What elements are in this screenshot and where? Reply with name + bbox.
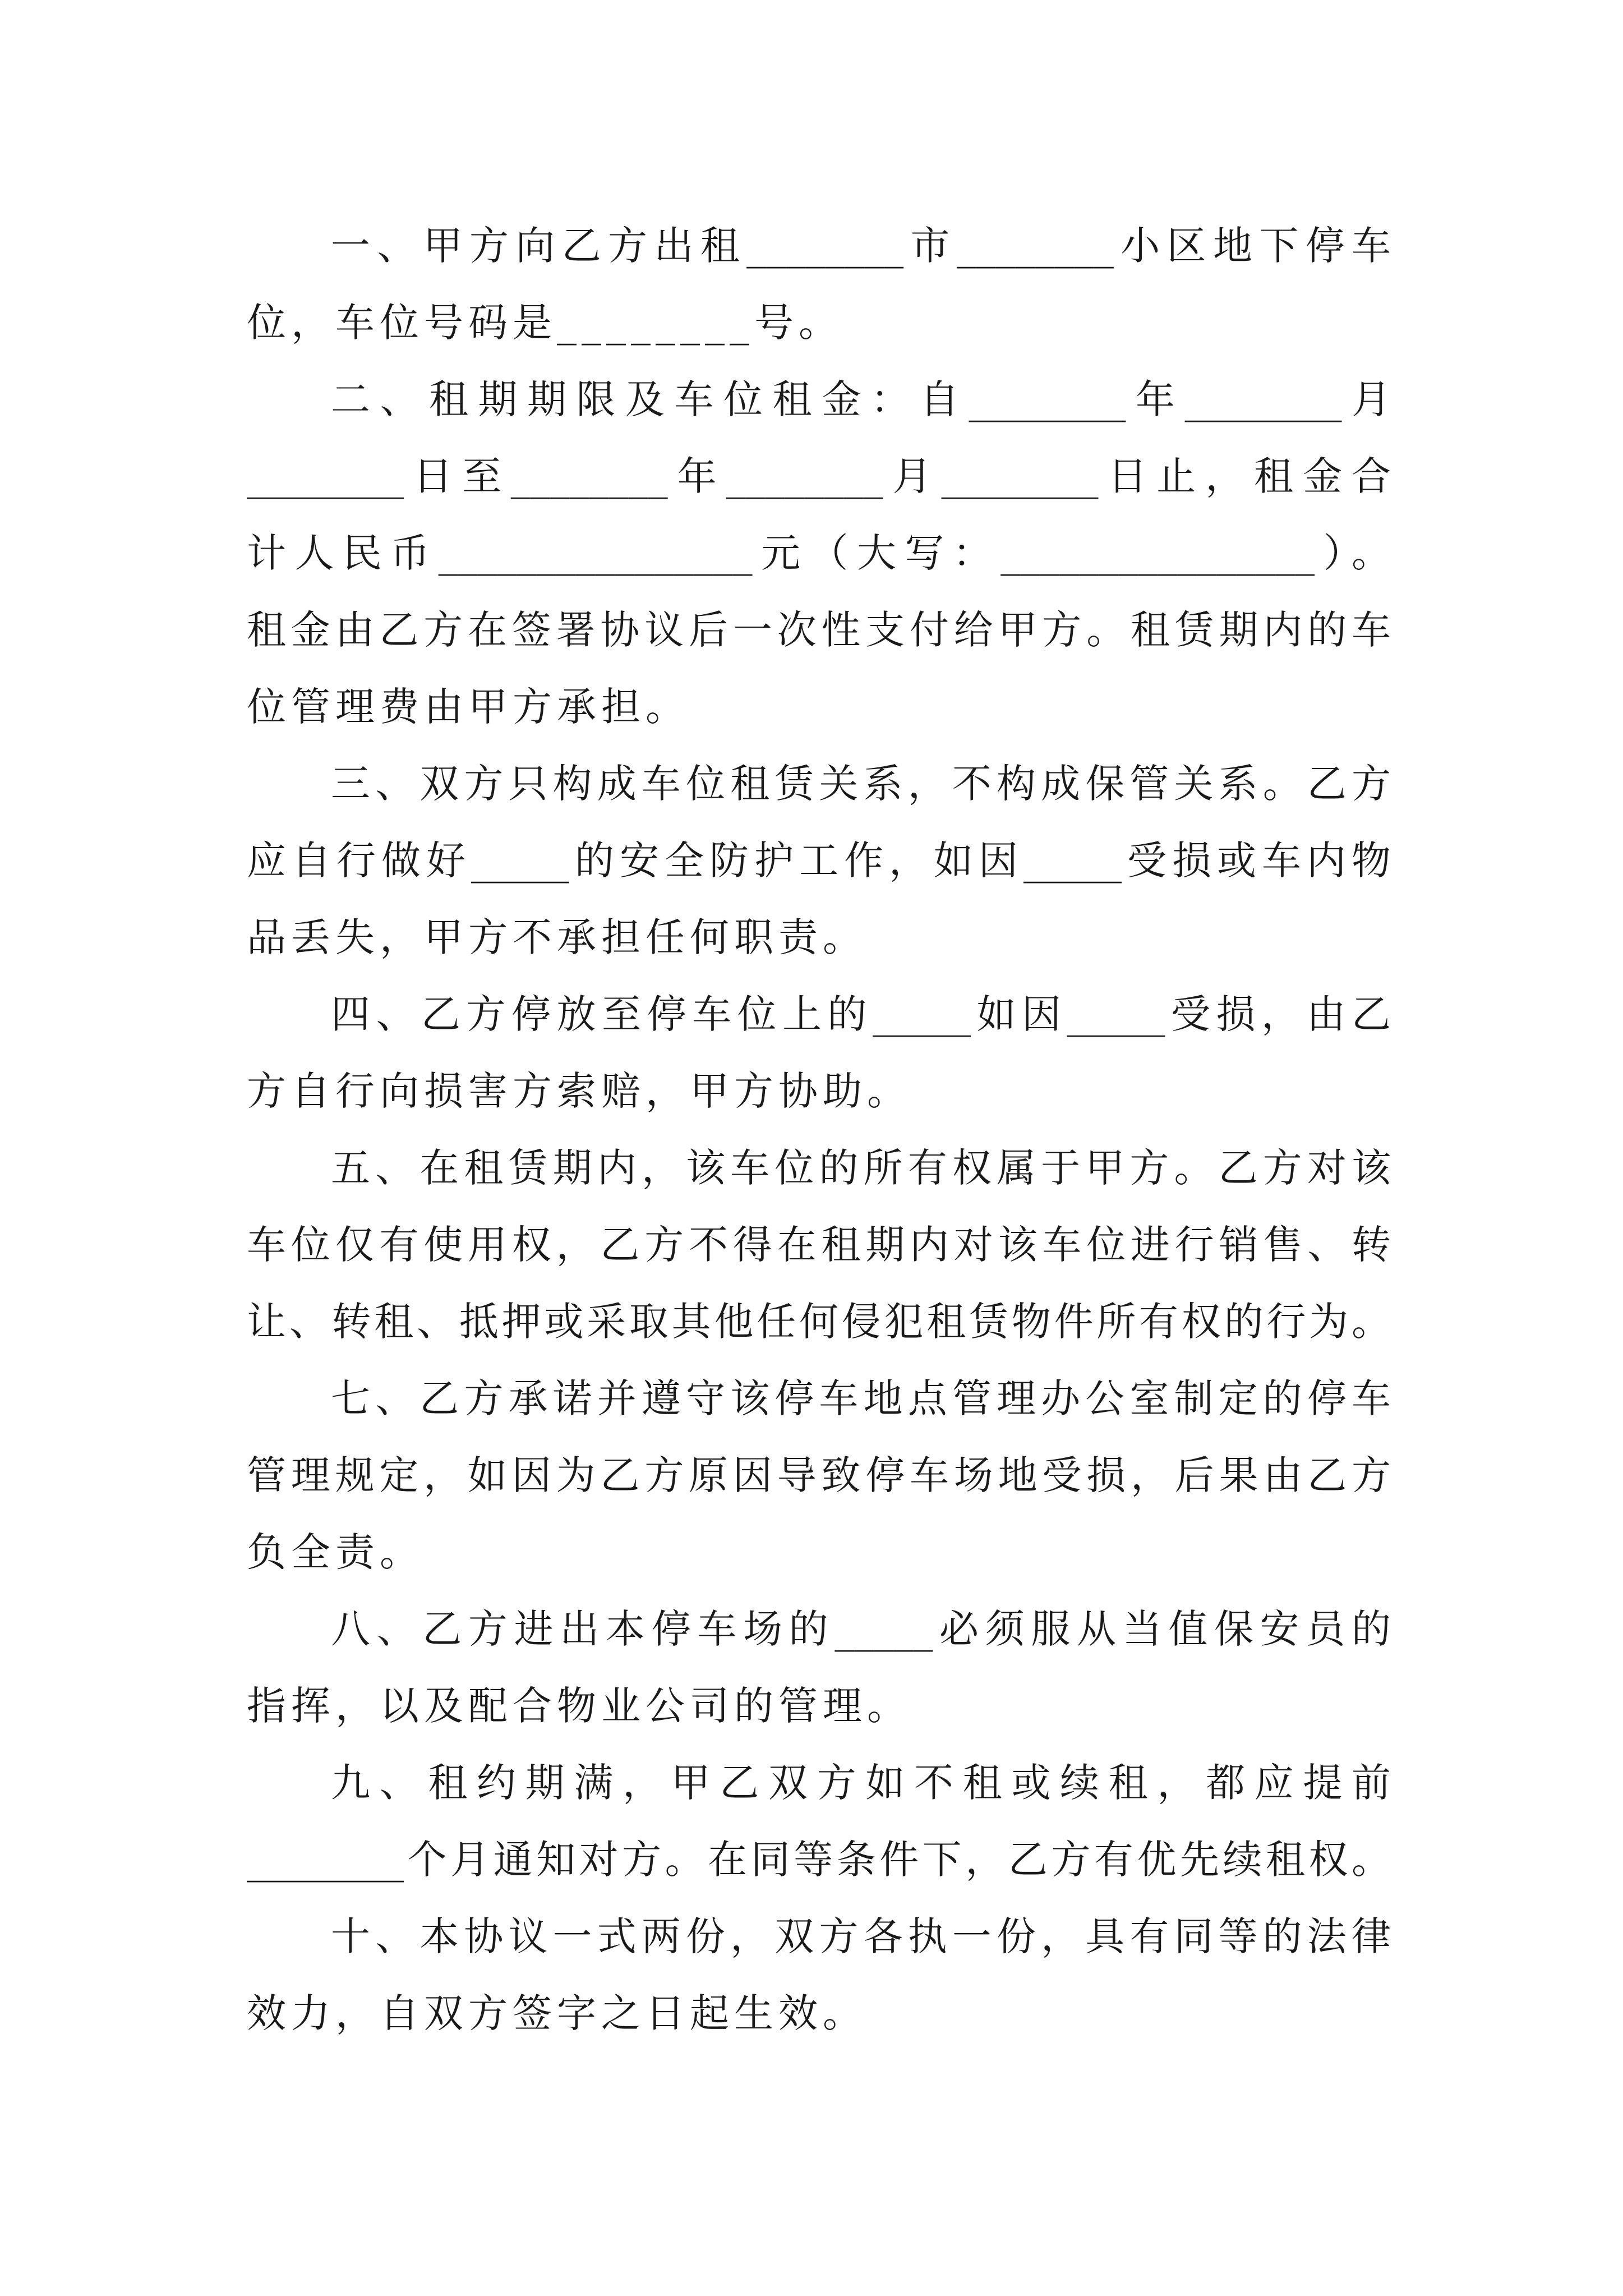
clause-1-line-1: 一、甲方向乙方出租________市________小区地下停车 (331, 223, 1391, 269)
clause-2-line-1: 二、租期期限及车位租金：自________年________月 (331, 376, 1391, 422)
clause-2-line-2: ________日至________年________月________日止，租金合 (247, 453, 1391, 499)
clause-3-line-2: 应自行做好_____的安全防护工作，如因_____受损或车内物 (247, 838, 1391, 884)
clause-7-line-2: 管理规定，如因为乙方原因导致停车场地受损，后果由乙方 (247, 1452, 1391, 1498)
clause-3-line-3: 品丢失，甲方不承担任何职责。 (247, 914, 867, 960)
clause-5-line-1: 五、在租赁期内，该车位的所有权属于甲方。乙方对该 (331, 1145, 1391, 1191)
clause-5-line-2: 车位仅有使用权，乙方不得在租期内对该车位进行销售、转 (247, 1222, 1391, 1268)
clause-3-line-1: 三、双方只构成车位租赁关系，不构成保管关系。乙方 (331, 761, 1391, 807)
clause-2-line-5: 位管理费由甲方承担。 (247, 684, 690, 730)
clause-8-line-1: 八、乙方进出本停车场的_____必须服从当值保安员的 (331, 1606, 1391, 1652)
clause-7-line-1: 七、乙方承诺并遵守该停车地点管理办公室制定的停车 (331, 1375, 1391, 1421)
clause-1-line-2: 位，车位号码是________号。 (247, 300, 843, 346)
clause-10-line-1: 十、本协议一式两份，双方各执一份，具有同等的法律 (331, 1913, 1391, 1959)
clause-2-line-3: 计人民币________________元（大写：________________）。 (247, 530, 1391, 576)
clause-4-line-1: 四、乙方停放至停车位上的_____如因_____受损，由乙 (331, 991, 1391, 1037)
clause-2-line-4: 租金由乙方在签署协议后一次性支付给甲方。租赁期内的车 (247, 607, 1391, 653)
clause-4-line-2: 方自行向损害方索赔，甲方协助。 (247, 1068, 911, 1114)
clause-9-line-2: ________个月通知对方。在同等条件下，乙方有优先续租权。 (247, 1837, 1391, 1883)
clause-9-line-1: 九、租约期满，甲乙双方如不租或续租，都应提前 (331, 1760, 1391, 1806)
clause-8-line-2: 指挥，以及配合物业公司的管理。 (247, 1683, 911, 1729)
clause-7-line-3: 负全责。 (247, 1529, 424, 1575)
clause-5-line-3: 让、转租、抵押或采取其他任何侵犯租赁物件所有权的行为。 (247, 1299, 1391, 1345)
clause-10-line-2: 效力，自双方签字之日起生效。 (247, 1990, 867, 2036)
